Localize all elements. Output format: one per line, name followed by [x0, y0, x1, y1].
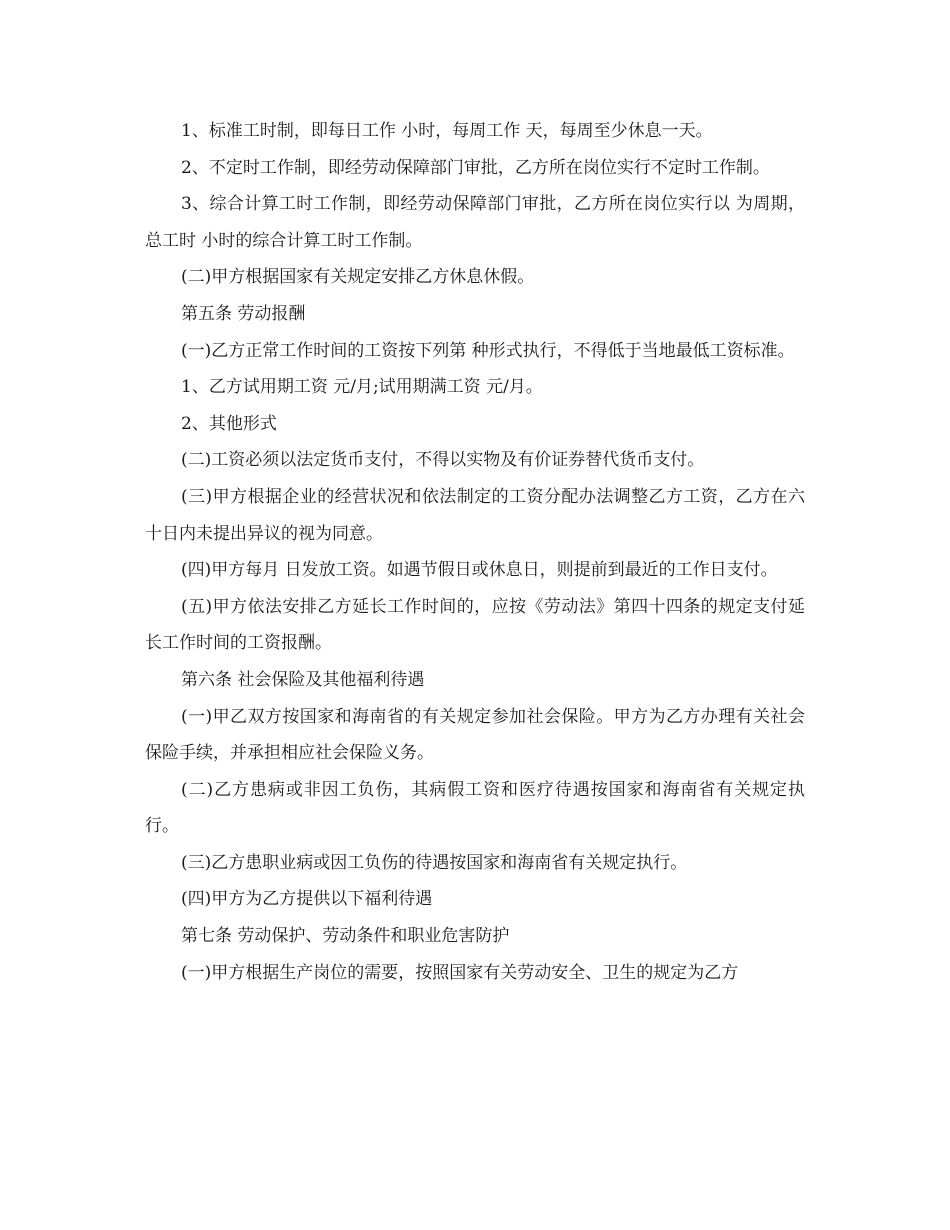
paragraph: (二)乙方患病或非因工负伤，其病假工资和医疗待遇按国家和海南省有关规定执行。 — [145, 779, 805, 837]
paragraph: (一)甲方根据生产岗位的需要，按照国家有关劳动安全、卫生的规定为乙方 — [181, 962, 739, 983]
paragraph: 3、综合计算工时工作制，即经劳动保障部门审批，乙方所在岗位实行以 为周期，总工时 小时的综合计算工时工作制。 — [145, 194, 805, 251]
paragraph: (一)乙方正常工作时间的工资按下列第 种形式执行，不得低于当地最低工资标准。 — [181, 340, 795, 361]
paragraph: 1、乙方试用期工资 元/月;试用期满工资 元/月。 — [181, 377, 543, 398]
paragraph: (三)甲方根据企业的经营状况和依法制定的工资分配办法调整乙方工资，乙方在六十日内未提出异议的视为同意。 — [145, 486, 805, 544]
paragraph: (四)甲方为乙方提供以下福利待遇 — [181, 889, 433, 910]
paragraph: 1、标准工时制，即每日工作 小时，每周工作 天，每周至少休息一天。 — [181, 121, 713, 141]
paragraph: 2、不定时工作制，即经劳动保障部门审批，乙方所在岗位实行不定时工作制。 — [181, 157, 770, 178]
paragraph: (二)甲方根据国家有关规定安排乙方休息休假。 — [181, 267, 535, 288]
paragraph: 2、其他形式 — [181, 413, 277, 434]
paragraph: (四)甲方每月 日发放工资。如遇节假日或休息日，则提前到最近的工作日支付。 — [181, 560, 778, 581]
section-heading: 第六条 社会保险及其他福利待遇 — [181, 669, 425, 690]
paragraph: (三)乙方患职业病或因工负伤的待遇按国家和海南省有关规定执行。 — [181, 852, 688, 873]
paragraph: (二)工资必须以法定货币支付，不得以实物及有价证券替代货币支付。 — [181, 450, 705, 471]
paragraph: (一)甲乙双方按国家和海南省的有关规定参加社会保险。甲方为乙方办理有关社会保险手续，并承担相应社会保险义务。 — [145, 706, 805, 764]
section-heading: 第七条 劳动保护、劳动条件和职业危害防护 — [181, 926, 510, 947]
section-heading: 第五条 劳动报酬 — [181, 303, 306, 324]
document-body — [145, 113, 805, 991]
paragraph: (五)甲方依法安排乙方延长工作时间的，应按《劳动法》第四十四条的规定支付延长工作时间的工资报酬。 — [145, 596, 805, 654]
